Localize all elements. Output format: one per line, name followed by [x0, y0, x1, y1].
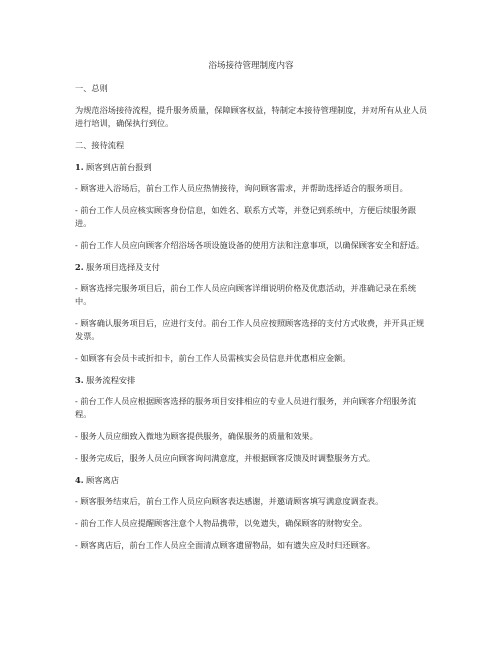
- subsection-number: 2.: [75, 262, 84, 272]
- subsection-number: 4.: [75, 475, 84, 485]
- subsection-title: 服务流程安排: [86, 375, 136, 385]
- subsection-number: 3.: [75, 375, 84, 385]
- list-item: - 如顾客有会员卡或折扣卡，前台工作人员需核实会员信息并优惠相应金额。: [75, 353, 351, 363]
- list-item: - 顾客确认服务项目后，应进行支付。前台工作人员应按照顾客选择的支付方式收费，并开具正规发票。: [75, 318, 425, 341]
- subsection-number: 1.: [75, 162, 84, 172]
- paragraph-general: 为规范浴场接待流程，提升服务质量，保障顾客权益，特制定本接待管理制度，并对所有从业人员进行培训，确保执行到位。: [75, 105, 428, 128]
- document-title: 浴场接待管理制度内容: [208, 61, 294, 71]
- list-item: - 前台工作人员应向顾客介绍浴场各项设施设备的使用方法和注意事项，以确保顾客安全和舒适。: [75, 240, 425, 250]
- subsection-heading-service: [75, 374, 430, 387]
- subsection-heading-payment: [75, 261, 430, 274]
- list-item: - 顾客离店后，前台工作人员应全面清点顾客遗留物品，如有遗失应及时归还顾客。: [75, 540, 376, 550]
- subsection-title: 顾客离店: [86, 475, 119, 485]
- subsection-title: 服务项目选择及支付: [86, 262, 160, 272]
- list-item: - 顾客进入浴场后，前台工作人员应热情接待，询问顾客需求，并帮助选择适合的服务项目。: [75, 183, 408, 193]
- subsection-title: 顾客到店前台报到: [86, 162, 152, 172]
- list-item: - 服务人员应细致入微地为顾客提供服务，确保服务的质量和效果。: [75, 431, 318, 441]
- document-body: [75, 82, 430, 561]
- list-item: - 前台工作人员应根据顾客选择的服务项目安排相应的专业人员进行服务，并向顾客介绍服务流程。: [75, 396, 417, 419]
- list-item: - 顾客服务结束后，前台工作人员应向顾客表达感谢，并邀请顾客填写满意度调查表。: [75, 496, 384, 506]
- section-heading-general: 一、总则: [75, 83, 108, 93]
- section-heading-process: 二、接待流程: [75, 140, 125, 150]
- list-item: - 前台工作人员应核实顾客身份信息，如姓名、联系方式等，并登记到系统中，方便后续服务跟进。: [75, 205, 417, 228]
- subsection-heading-checkin: [75, 161, 430, 174]
- list-item: - 服务完成后，服务人员应向顾客询问满意度，并根据顾客反馈及时调整服务方式。: [75, 453, 376, 463]
- list-item: - 顾客选择完服务项目后，前台工作人员应向顾客详细说明价格及优惠活动，并准确记录在系统中。: [75, 283, 417, 306]
- subsection-heading-departure: [75, 474, 430, 487]
- list-item: - 前台工作人员应提醒顾客注意个人物品携带，以免遗失，确保顾客的财物安全。: [75, 518, 367, 528]
